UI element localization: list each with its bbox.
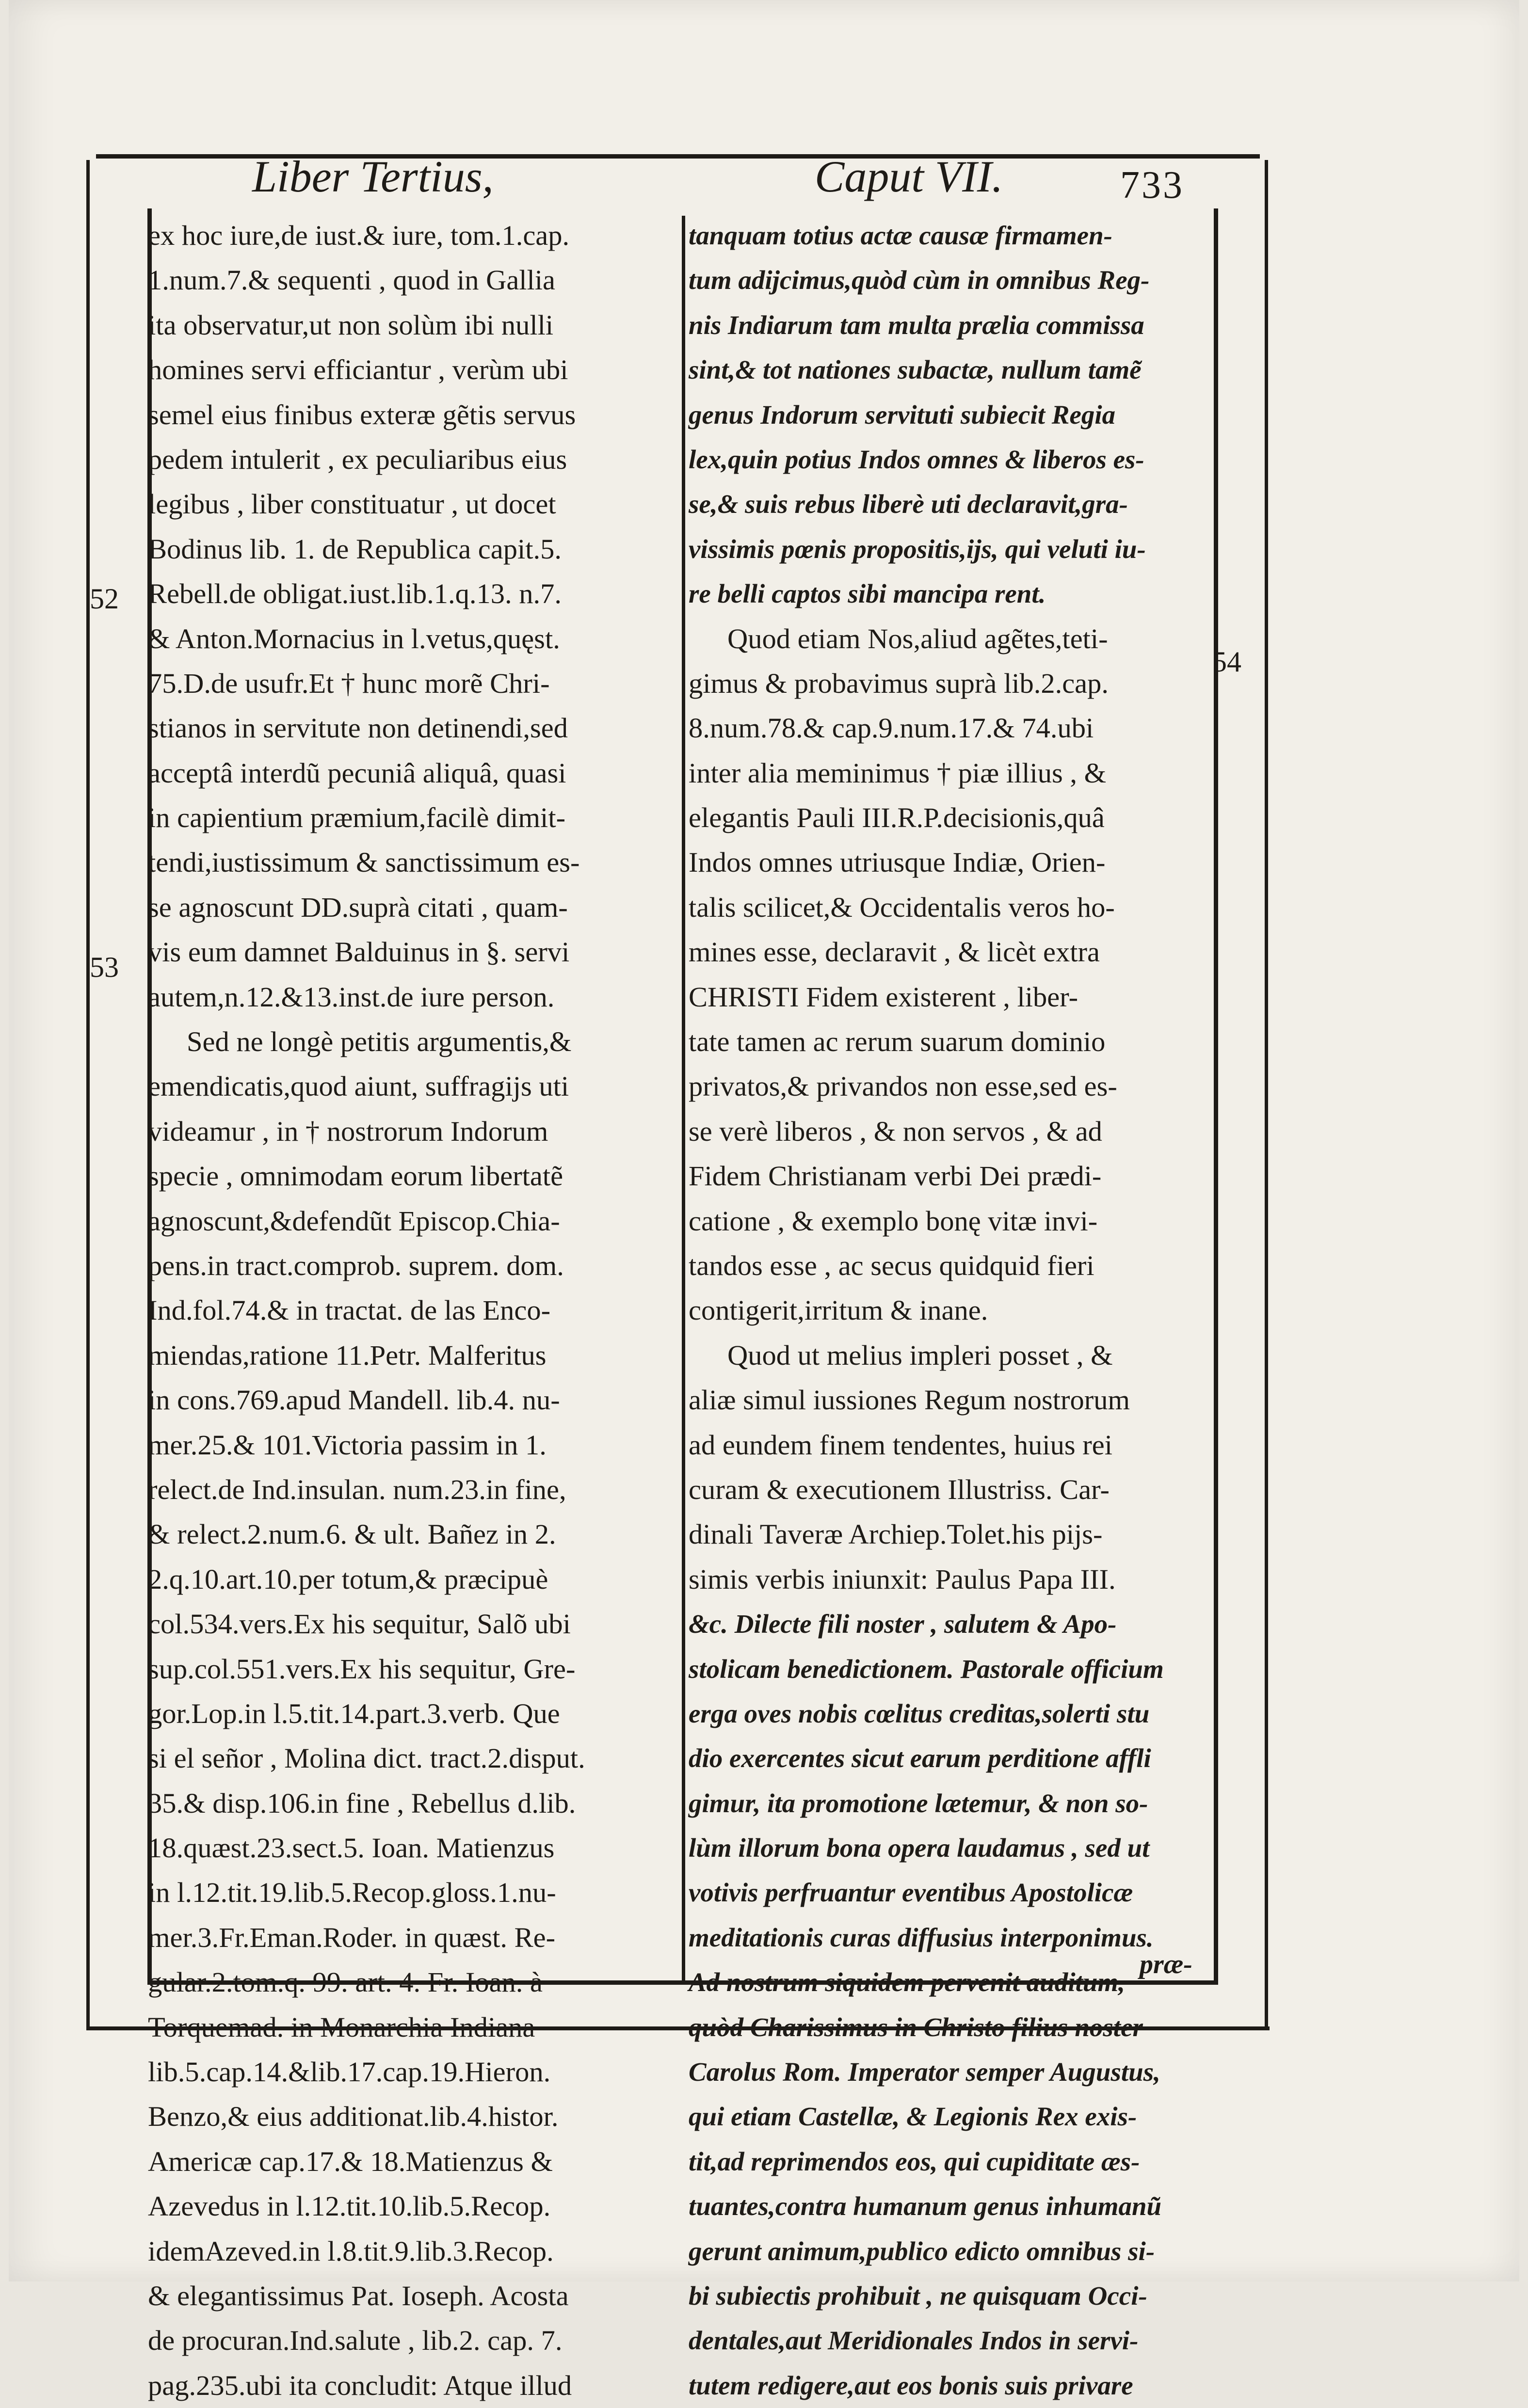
text-line: tum adijcimus,quòd cùm in omnibus Reg- (689, 265, 1150, 295)
text-line: emendicatis,quod aiunt, suffragijs uti (148, 1070, 569, 1102)
text-line: gerunt animum,publico edicto omnibus si- (689, 2236, 1155, 2266)
text-line: stolicam benedictionem. Pastorale officium (689, 1654, 1164, 1684)
text-line: 2.q.10.art.10.per totum,& præcipuè (148, 1563, 548, 1595)
text-line: dio exercentes sicut earum perditione affli (689, 1743, 1151, 1773)
text-line: 8.num.78.& cap.9.num.17.& 74.ubi (689, 712, 1094, 744)
text-line: simis verbis iniunxit: Paulus Papa III. (689, 1563, 1116, 1595)
text-line: tit,ad reprimendos eos, qui cupiditate æs- (689, 2146, 1140, 2176)
text-line: & relect.2.num.6. & ult. Bañez in 2. (148, 1518, 556, 1550)
text-line: Quod etiam Nos,aliud agẽtes,teti- (727, 622, 1108, 654)
catchword: præ- (1140, 1949, 1192, 1979)
text-line: tate tamen ac rerum suarum dominio (689, 1026, 1106, 1058)
text-line: votivis perfruantur eventibus Apostolicæ (689, 1878, 1133, 1908)
text-line: mer.25.& 101.Victoria passim in 1. (148, 1429, 547, 1461)
text-line: specie , omnimodam eorum libertatẽ (148, 1160, 563, 1192)
running-header-right: Caput VII. (815, 152, 1003, 201)
text-line: re belli captos sibi mancipa rent. (689, 579, 1046, 609)
text-line: videamur , in † nostrorum Indorum (148, 1115, 548, 1147)
text-line: mines esse, declaravit , & licèt extra (689, 936, 1100, 968)
text-line: gimur, ita promotione lætemur, & non so- (689, 1788, 1148, 1818)
text-line: col.534.vers.Ex his sequitur, Salõ ubi (148, 1608, 571, 1640)
outer-frame-right (1265, 160, 1268, 2026)
text-line: & elegantissimus Pat. Ioseph. Acosta (148, 2280, 569, 2312)
text-line: Torquemad. in Monarchia Indiana (148, 2011, 535, 2043)
text-line: miendas,ratione 11.Petr. Malferitus (148, 1339, 547, 1371)
text-line: se,& suis rebus liberè uti declaravit,gra- (689, 489, 1128, 519)
text-line: de procuran.Ind.salute , lib.2. cap. 7. (148, 2325, 563, 2357)
text-line: vissimis pœnis propositis,ijs, qui veluti iu- (689, 534, 1146, 564)
text-line: qui etiam Castellæ, & Legionis Rex exis- (689, 2102, 1137, 2132)
text-line: 18.quæst.23.sect.5. Ioan. Matienzus (148, 1832, 555, 1864)
text-line: Sed ne longè petitis argumentis,& (187, 1026, 572, 1058)
right-text-column (689, 213, 1195, 2408)
margin-note-number: 54 (1212, 646, 1241, 678)
text-line: Ad nostrum siquidem pervenit auditum, (689, 1967, 1126, 1997)
text-line: acceptâ interdũ pecuniâ aliquâ, quasi (148, 757, 566, 789)
text-line: ad eundem finem tendentes, huius rei (689, 1429, 1112, 1461)
text-line: Carolus Rom. Imperator semper Augustus, (689, 2057, 1160, 2087)
text-line: pens.in tract.comprob. suprem. dom. (148, 1249, 564, 1281)
text-line: sup.col.551.vers.Ex his sequitur, Gre- (148, 1653, 576, 1685)
text-line: Americæ cap.17.& 18.Matienzus & (148, 2145, 553, 2177)
column-divider (682, 216, 685, 1980)
text-line: lùm illorum bona opera laudamus , sed ut (689, 1833, 1150, 1863)
text-line: Azevedus in l.12.tit.10.lib.5.Recop. (148, 2190, 551, 2222)
text-line: gimus & probavimus suprà lib.2.cap. (689, 667, 1109, 699)
text-line: se verè liberos , & non servos , & ad (689, 1115, 1102, 1147)
text-line: sint,& tot nationes subactæ, nullum tamẽ (689, 355, 1142, 385)
text-line: talis scilicet,& Occidentalis veros ho- (689, 891, 1115, 923)
text-line: curam & executionem Illustriss. Car- (689, 1473, 1110, 1505)
text-line: genus Indorum servituti subiecit Regia (689, 399, 1116, 430)
text-line: tutem redigere,aut eos bonis suis privare (689, 2370, 1133, 2400)
text-line: Indos omnes utriusque Indiæ, Orien- (689, 846, 1106, 878)
text-line: privatos,& privandos non esse,sed es- (689, 1070, 1117, 1102)
text-line: quòd Charissimus in Christo filius noster (689, 2012, 1143, 2042)
text-line: 1.num.7.& sequenti , quod in Gallia (148, 264, 556, 296)
text-line: relect.de Ind.insulan. num.23.in fine, (148, 1473, 566, 1505)
text-line: ex hoc iure,de iust.& iure, tom.1.cap. (148, 220, 570, 251)
margin-note-number: 53 (90, 951, 119, 983)
text-line: contigerit,irritum & inane. (689, 1294, 988, 1326)
text-line: tandos esse , ac secus quidquid fieri (689, 1249, 1094, 1281)
text-line: CHRISTI Fidem existerent , liber- (689, 981, 1078, 1013)
text-line: agnoscunt,&defendũt Episcop.Chia- (148, 1205, 560, 1237)
text-line: lex,quin potius Indos omnes & liberos es- (689, 444, 1144, 474)
text-line: gor.Lop.in l.5.tit.14.part.3.verb. Que (148, 1697, 560, 1729)
text-line: dinali Taveræ Archiep.Tolet.his pijs- (689, 1518, 1103, 1550)
left-text-column (148, 213, 655, 2408)
text-line: vis eum damnet Balduinus in §. servi (148, 936, 570, 968)
text-line: dentales,aut Meridionales Indos in servi- (689, 2326, 1139, 2356)
text-line: in capientium præmium,facilè dimit- (148, 802, 566, 834)
text-line: catione , & exemplo bonę vitæ invi- (689, 1205, 1098, 1237)
text-line: in cons.769.apud Mandell. lib.4. nu- (148, 1384, 560, 1416)
text-line: homines servi efficiantur , verùm ubi (148, 354, 568, 386)
text-line: 75.D.de usufr.Et † hunc morẽ Chri- (148, 667, 550, 699)
text-line: nis Indiarum tam multa prælia commissa (689, 310, 1144, 340)
text-line: semel eius finibus exteræ gẽtis servus (148, 399, 576, 431)
running-header-left: Liber Tertius, (252, 152, 494, 201)
text-line: aliæ simul iussiones Regum nostrorum (689, 1384, 1130, 1416)
text-line: 35.& disp.106.in fine , Rebellus d.lib. (148, 1787, 576, 1819)
text-line: idemAzeved.in l.8.tit.9.lib.3.Recop. (148, 2235, 554, 2267)
text-line: se agnoscunt DD.suprà citati , quam- (148, 891, 568, 923)
text-line: tuantes,contra humanum genus inhumanũ (689, 2191, 1162, 2221)
text-line: elegantis Pauli III.R.P.decisionis,quâ (689, 802, 1105, 834)
text-line: lib.5.cap.14.&lib.17.cap.19.Hieron. (148, 2056, 551, 2088)
text-line: pedem intulerit , ex peculiaribus eius (148, 443, 567, 475)
text-line: tendi,iustissimum & sanctissimum es- (148, 846, 580, 878)
text-line: &c. Dilecte fili noster , salutem & Apo- (689, 1609, 1117, 1639)
text-line: Bodinus lib. 1. de Republica capit.5. (148, 533, 562, 565)
text-line: & Anton.Mornacius in l.vetus,quęst. (148, 622, 560, 654)
text-line: bi subiectis prohibuit , ne quisquam Occi- (689, 2280, 1147, 2311)
text-line: in l.12.tit.19.lib.5.Recop.gloss.1.nu- (148, 1877, 556, 1909)
text-line: Ind.fol.74.& in tractat. de las Enco- (148, 1294, 551, 1326)
page-number: 733 (1120, 164, 1184, 207)
text-line: stianos in servitute non detinendi,sed (148, 712, 568, 744)
text-line: inter alia meminimus † piæ illius , & (689, 757, 1107, 789)
text-line: Rebell.de obligat.iust.lib.1.q.13. n.7. (148, 578, 562, 610)
text-line: Benzo,& eius additionat.lib.4.histor. (148, 2101, 559, 2133)
text-line: mer.3.Fr.Eman.Roder. in quæst. Re- (148, 1921, 556, 1953)
text-line: gular.2.tom.q. 99. art. 4. Fr. Ioan. à (148, 1966, 543, 1998)
text-line: meditationis curas diffusius interponimus. (689, 1922, 1154, 1952)
text-line: erga oves nobis cœlitus creditas,solerti stu (689, 1698, 1150, 1728)
text-line: legibus , liber constituatur , ut docet (148, 488, 556, 520)
text-line: autem,n.12.&13.inst.de iure person. (148, 981, 555, 1013)
margin-note-number: 52 (90, 583, 119, 615)
text-line: pag.235.ubi ita concludit: Atque illud (148, 2369, 572, 2401)
text-line: Quod ut melius impleri posset , & (727, 1339, 1113, 1371)
outer-frame-left (86, 160, 90, 2026)
text-line: ita observatur,ut non solùm ibi nulli (148, 309, 554, 341)
text-line: Fidem Christianam verbi Dei prædi- (689, 1160, 1102, 1192)
text-line: si el señor , Molina dict. tract.2.disput. (148, 1742, 585, 1774)
text-line: tanquam totius actæ causæ firmamen- (689, 221, 1112, 250)
